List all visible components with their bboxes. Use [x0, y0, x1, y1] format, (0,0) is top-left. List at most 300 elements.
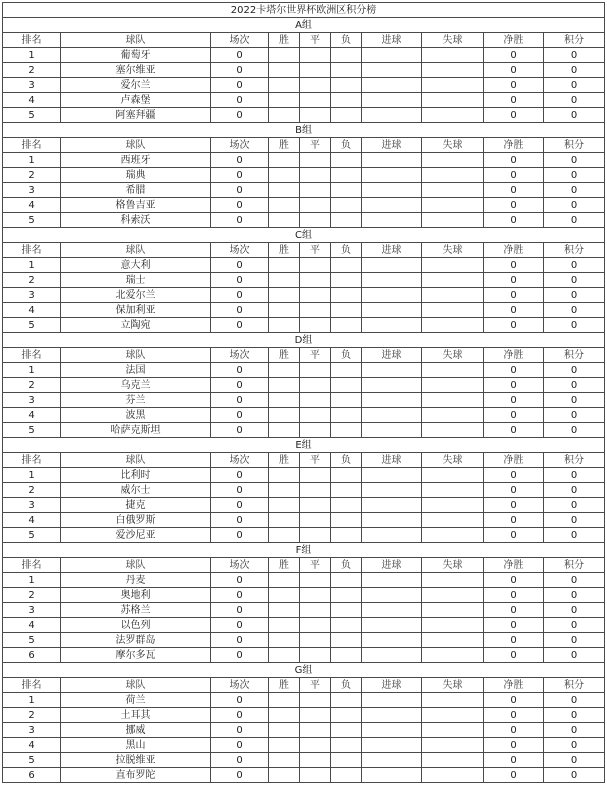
- header-goals-for: 进球: [362, 348, 422, 363]
- group-row: [3, 543, 605, 558]
- cell-points: 0: [544, 708, 605, 723]
- cell-played: 0: [211, 708, 269, 723]
- cell-rank: 5: [3, 633, 61, 648]
- cell-won: [269, 213, 300, 228]
- cell-rank: 3: [3, 603, 61, 618]
- header-played: 场次: [211, 678, 269, 693]
- cell-points: 0: [544, 168, 605, 183]
- cell-drawn: [300, 753, 331, 768]
- cell-rank: 5: [3, 423, 61, 438]
- cell-goals-against: [422, 108, 484, 123]
- header-points: 积分: [544, 348, 605, 363]
- cell-lost: [331, 78, 362, 93]
- cell-drawn: [300, 468, 331, 483]
- header-rank: 排名: [3, 138, 61, 153]
- cell-played: 0: [211, 303, 269, 318]
- group-row: [3, 228, 605, 243]
- table-row: [3, 168, 605, 183]
- cell-lost: [331, 648, 362, 663]
- cell-team: 西班牙: [61, 153, 211, 168]
- header-team: 球队: [61, 33, 211, 48]
- cell-goal-diff: 0: [484, 738, 544, 753]
- table-row: [3, 648, 605, 663]
- cell-goal-diff: 0: [484, 393, 544, 408]
- cell-won: [269, 768, 300, 783]
- cell-rank: 4: [3, 303, 61, 318]
- cell-played: 0: [211, 393, 269, 408]
- cell-lost: [331, 498, 362, 513]
- cell-goal-diff: 0: [484, 723, 544, 738]
- cell-team: 葡萄牙: [61, 48, 211, 63]
- cell-goals-against: [422, 183, 484, 198]
- cell-rank: 1: [3, 468, 61, 483]
- cell-goals-for: [362, 648, 422, 663]
- cell-won: [269, 708, 300, 723]
- cell-team: 乌克兰: [61, 378, 211, 393]
- cell-rank: 5: [3, 528, 61, 543]
- table-row: [3, 468, 605, 483]
- cell-team: 拉脱维亚: [61, 753, 211, 768]
- header-lost: 负: [331, 558, 362, 573]
- cell-points: 0: [544, 693, 605, 708]
- cell-points: 0: [544, 753, 605, 768]
- header-lost: 负: [331, 243, 362, 258]
- cell-goal-diff: 0: [484, 78, 544, 93]
- cell-points: 0: [544, 603, 605, 618]
- header-team: 球队: [61, 453, 211, 468]
- header-goals-against: 失球: [422, 558, 484, 573]
- header-goals-for: 进球: [362, 558, 422, 573]
- header-goal-diff: 净胜: [484, 138, 544, 153]
- cell-points: 0: [544, 378, 605, 393]
- cell-lost: [331, 423, 362, 438]
- table-row: [3, 753, 605, 768]
- cell-goal-diff: 0: [484, 63, 544, 78]
- cell-points: 0: [544, 63, 605, 78]
- header-goals-against: 失球: [422, 243, 484, 258]
- cell-points: 0: [544, 48, 605, 63]
- cell-goals-against: [422, 393, 484, 408]
- cell-goal-diff: 0: [484, 633, 544, 648]
- header-lost: 负: [331, 138, 362, 153]
- cell-goals-against: [422, 693, 484, 708]
- cell-goal-diff: 0: [484, 483, 544, 498]
- cell-goals-for: [362, 708, 422, 723]
- cell-team: 格鲁吉亚: [61, 198, 211, 213]
- cell-goal-diff: 0: [484, 303, 544, 318]
- header-rank: 排名: [3, 453, 61, 468]
- cell-goal-diff: 0: [484, 318, 544, 333]
- cell-goals-against: [422, 498, 484, 513]
- cell-lost: [331, 483, 362, 498]
- cell-lost: [331, 618, 362, 633]
- cell-points: 0: [544, 303, 605, 318]
- header-played: 场次: [211, 138, 269, 153]
- cell-team: 芬兰: [61, 393, 211, 408]
- table-row: [3, 303, 605, 318]
- table-row: [3, 738, 605, 753]
- cell-team: 黑山: [61, 738, 211, 753]
- cell-goal-diff: 0: [484, 648, 544, 663]
- cell-goal-diff: 0: [484, 213, 544, 228]
- cell-lost: [331, 528, 362, 543]
- cell-goals-for: [362, 63, 422, 78]
- cell-drawn: [300, 588, 331, 603]
- cell-team: 卢森堡: [61, 93, 211, 108]
- cell-goal-diff: 0: [484, 93, 544, 108]
- cell-played: 0: [211, 513, 269, 528]
- cell-goal-diff: 0: [484, 153, 544, 168]
- cell-played: 0: [211, 63, 269, 78]
- cell-points: 0: [544, 408, 605, 423]
- table-row: [3, 258, 605, 273]
- cell-goals-against: [422, 618, 484, 633]
- cell-won: [269, 363, 300, 378]
- table-row: [3, 318, 605, 333]
- cell-played: 0: [211, 273, 269, 288]
- header-team: 球队: [61, 558, 211, 573]
- cell-played: 0: [211, 198, 269, 213]
- cell-drawn: [300, 108, 331, 123]
- cell-lost: [331, 573, 362, 588]
- cell-goals-against: [422, 213, 484, 228]
- cell-won: [269, 168, 300, 183]
- header-played: 场次: [211, 453, 269, 468]
- cell-goals-for: [362, 108, 422, 123]
- cell-drawn: [300, 183, 331, 198]
- cell-goals-against: [422, 378, 484, 393]
- cell-played: 0: [211, 423, 269, 438]
- cell-goals-against: [422, 303, 484, 318]
- cell-points: 0: [544, 213, 605, 228]
- cell-goals-for: [362, 768, 422, 783]
- header-drawn: 平: [300, 558, 331, 573]
- cell-points: 0: [544, 588, 605, 603]
- header-rank: 排名: [3, 558, 61, 573]
- cell-drawn: [300, 708, 331, 723]
- group-row: [3, 663, 605, 678]
- cell-lost: [331, 363, 362, 378]
- cell-team: 比利时: [61, 468, 211, 483]
- cell-rank: 1: [3, 573, 61, 588]
- cell-played: 0: [211, 588, 269, 603]
- cell-won: [269, 753, 300, 768]
- cell-drawn: [300, 273, 331, 288]
- cell-played: 0: [211, 318, 269, 333]
- header-drawn: 平: [300, 678, 331, 693]
- cell-goal-diff: 0: [484, 363, 544, 378]
- sheet-title: 2022卡塔尔世界杯欧洲区积分榜: [3, 3, 605, 18]
- cell-won: [269, 633, 300, 648]
- cell-points: 0: [544, 528, 605, 543]
- cell-lost: [331, 93, 362, 108]
- table-row: [3, 513, 605, 528]
- cell-lost: [331, 258, 362, 273]
- header-points: 积分: [544, 678, 605, 693]
- cell-goals-for: [362, 393, 422, 408]
- group-title: D组: [3, 333, 605, 348]
- cell-played: 0: [211, 498, 269, 513]
- cell-played: 0: [211, 468, 269, 483]
- cell-points: 0: [544, 258, 605, 273]
- cell-won: [269, 303, 300, 318]
- cell-drawn: [300, 258, 331, 273]
- cell-played: 0: [211, 753, 269, 768]
- cell-goals-against: [422, 48, 484, 63]
- cell-goals-for: [362, 183, 422, 198]
- table-row: [3, 693, 605, 708]
- cell-goals-against: [422, 573, 484, 588]
- cell-played: 0: [211, 168, 269, 183]
- cell-team: 直布罗陀: [61, 768, 211, 783]
- cell-goal-diff: 0: [484, 183, 544, 198]
- header-won: 胜: [269, 678, 300, 693]
- cell-won: [269, 108, 300, 123]
- cell-goals-against: [422, 363, 484, 378]
- header-row: [3, 678, 605, 693]
- cell-drawn: [300, 213, 331, 228]
- cell-won: [269, 408, 300, 423]
- header-goal-diff: 净胜: [484, 348, 544, 363]
- cell-goals-for: [362, 573, 422, 588]
- cell-drawn: [300, 528, 331, 543]
- cell-goals-against: [422, 288, 484, 303]
- cell-won: [269, 393, 300, 408]
- header-rank: 排名: [3, 33, 61, 48]
- table-row: [3, 528, 605, 543]
- cell-team: 捷克: [61, 498, 211, 513]
- header-played: 场次: [211, 243, 269, 258]
- header-drawn: 平: [300, 243, 331, 258]
- cell-won: [269, 48, 300, 63]
- cell-drawn: [300, 168, 331, 183]
- cell-goals-for: [362, 273, 422, 288]
- header-row: [3, 453, 605, 468]
- cell-drawn: [300, 288, 331, 303]
- header-lost: 负: [331, 678, 362, 693]
- cell-points: 0: [544, 768, 605, 783]
- cell-played: 0: [211, 378, 269, 393]
- cell-goals-for: [362, 93, 422, 108]
- cell-drawn: [300, 693, 331, 708]
- cell-played: 0: [211, 183, 269, 198]
- cell-rank: 4: [3, 93, 61, 108]
- cell-goals-against: [422, 423, 484, 438]
- table-row: [3, 588, 605, 603]
- cell-rank: 4: [3, 198, 61, 213]
- cell-drawn: [300, 498, 331, 513]
- cell-points: 0: [544, 513, 605, 528]
- cell-team: 法国: [61, 363, 211, 378]
- cell-goals-for: [362, 513, 422, 528]
- header-drawn: 平: [300, 138, 331, 153]
- table-row: [3, 213, 605, 228]
- cell-goals-against: [422, 318, 484, 333]
- group-title: F组: [3, 543, 605, 558]
- cell-rank: 5: [3, 213, 61, 228]
- cell-drawn: [300, 93, 331, 108]
- cell-goals-for: [362, 753, 422, 768]
- header-goals-against: 失球: [422, 138, 484, 153]
- cell-rank: 2: [3, 63, 61, 78]
- cell-drawn: [300, 648, 331, 663]
- cell-played: 0: [211, 573, 269, 588]
- table-row: [3, 633, 605, 648]
- cell-won: [269, 693, 300, 708]
- cell-goal-diff: 0: [484, 48, 544, 63]
- cell-goal-diff: 0: [484, 288, 544, 303]
- cell-goal-diff: 0: [484, 468, 544, 483]
- cell-drawn: [300, 378, 331, 393]
- cell-points: 0: [544, 153, 605, 168]
- standings-body: [3, 3, 605, 783]
- cell-team: 威尔士: [61, 483, 211, 498]
- cell-goals-against: [422, 738, 484, 753]
- cell-rank: 2: [3, 483, 61, 498]
- header-points: 积分: [544, 453, 605, 468]
- header-points: 积分: [544, 33, 605, 48]
- cell-won: [269, 723, 300, 738]
- cell-team: 爱尔兰: [61, 78, 211, 93]
- header-won: 胜: [269, 348, 300, 363]
- table-row: [3, 498, 605, 513]
- cell-lost: [331, 213, 362, 228]
- cell-goals-for: [362, 528, 422, 543]
- cell-lost: [331, 288, 362, 303]
- cell-lost: [331, 603, 362, 618]
- cell-lost: [331, 378, 362, 393]
- cell-goals-against: [422, 723, 484, 738]
- cell-goal-diff: 0: [484, 573, 544, 588]
- table-row: [3, 573, 605, 588]
- cell-drawn: [300, 363, 331, 378]
- group-title: G组: [3, 663, 605, 678]
- cell-played: 0: [211, 153, 269, 168]
- cell-won: [269, 258, 300, 273]
- cell-won: [269, 498, 300, 513]
- cell-team: 挪威: [61, 723, 211, 738]
- cell-goals-for: [362, 588, 422, 603]
- cell-drawn: [300, 408, 331, 423]
- cell-goals-for: [362, 603, 422, 618]
- cell-goals-against: [422, 198, 484, 213]
- header-goals-against: 失球: [422, 33, 484, 48]
- cell-played: 0: [211, 78, 269, 93]
- cell-goal-diff: 0: [484, 708, 544, 723]
- cell-rank: 3: [3, 393, 61, 408]
- cell-lost: [331, 273, 362, 288]
- cell-rank: 6: [3, 768, 61, 783]
- cell-goal-diff: 0: [484, 603, 544, 618]
- table-row: [3, 183, 605, 198]
- cell-won: [269, 153, 300, 168]
- cell-goals-against: [422, 483, 484, 498]
- cell-won: [269, 468, 300, 483]
- cell-played: 0: [211, 363, 269, 378]
- cell-goals-for: [362, 303, 422, 318]
- cell-drawn: [300, 78, 331, 93]
- standings-table: [2, 2, 605, 783]
- group-title: B组: [3, 123, 605, 138]
- cell-goals-for: [362, 468, 422, 483]
- cell-goals-for: [362, 78, 422, 93]
- cell-rank: 4: [3, 738, 61, 753]
- cell-won: [269, 528, 300, 543]
- cell-goal-diff: 0: [484, 258, 544, 273]
- cell-rank: 1: [3, 48, 61, 63]
- table-row: [3, 423, 605, 438]
- cell-rank: 2: [3, 273, 61, 288]
- cell-drawn: [300, 63, 331, 78]
- cell-team: 苏格兰: [61, 603, 211, 618]
- header-rank: 排名: [3, 678, 61, 693]
- cell-goals-against: [422, 468, 484, 483]
- cell-won: [269, 318, 300, 333]
- cell-lost: [331, 168, 362, 183]
- cell-won: [269, 273, 300, 288]
- cell-goals-for: [362, 258, 422, 273]
- cell-goals-against: [422, 588, 484, 603]
- cell-goals-for: [362, 498, 422, 513]
- cell-goals-for: [362, 693, 422, 708]
- cell-rank: 1: [3, 153, 61, 168]
- cell-won: [269, 513, 300, 528]
- header-rank: 排名: [3, 243, 61, 258]
- header-row: [3, 558, 605, 573]
- cell-points: 0: [544, 198, 605, 213]
- table-row: [3, 603, 605, 618]
- cell-points: 0: [544, 108, 605, 123]
- table-row: [3, 108, 605, 123]
- cell-points: 0: [544, 273, 605, 288]
- cell-lost: [331, 408, 362, 423]
- cell-drawn: [300, 738, 331, 753]
- header-goals-for: 进球: [362, 678, 422, 693]
- cell-lost: [331, 183, 362, 198]
- cell-points: 0: [544, 723, 605, 738]
- cell-played: 0: [211, 93, 269, 108]
- cell-played: 0: [211, 603, 269, 618]
- cell-points: 0: [544, 483, 605, 498]
- cell-goals-for: [362, 633, 422, 648]
- header-played: 场次: [211, 33, 269, 48]
- group-title: A组: [3, 18, 605, 33]
- cell-goals-against: [422, 513, 484, 528]
- cell-drawn: [300, 48, 331, 63]
- cell-played: 0: [211, 213, 269, 228]
- cell-played: 0: [211, 723, 269, 738]
- cell-goals-against: [422, 258, 484, 273]
- title-row: [3, 3, 605, 18]
- cell-goals-for: [362, 213, 422, 228]
- cell-drawn: [300, 153, 331, 168]
- cell-goals-for: [362, 378, 422, 393]
- cell-goal-diff: 0: [484, 168, 544, 183]
- cell-drawn: [300, 768, 331, 783]
- cell-won: [269, 198, 300, 213]
- cell-goal-diff: 0: [484, 378, 544, 393]
- cell-drawn: [300, 513, 331, 528]
- cell-goals-for: [362, 198, 422, 213]
- cell-goal-diff: 0: [484, 618, 544, 633]
- header-won: 胜: [269, 453, 300, 468]
- cell-goals-against: [422, 63, 484, 78]
- cell-goals-against: [422, 93, 484, 108]
- cell-goals-for: [362, 423, 422, 438]
- cell-won: [269, 648, 300, 663]
- header-won: 胜: [269, 33, 300, 48]
- cell-lost: [331, 588, 362, 603]
